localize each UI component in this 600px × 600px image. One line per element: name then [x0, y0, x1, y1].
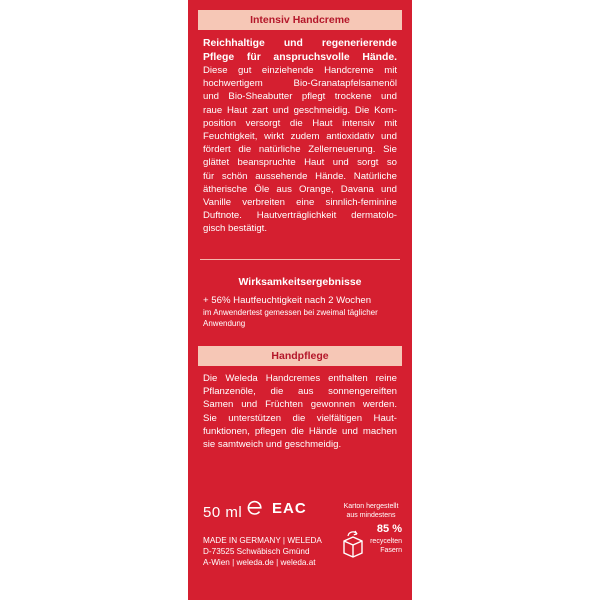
section-divider	[200, 259, 400, 260]
efficacy-note	[203, 308, 397, 329]
manufacturer-line: A-Wien | weleda.de | weleda.at	[203, 558, 316, 567]
description-line: Diese gut einziehende Handcreme mit	[203, 65, 397, 76]
description-line: raue Haut zart und geschmeidig. Die Kom-	[203, 104, 397, 116]
handpflege-line: Die Weleda Handcremes enthalten reine	[203, 373, 397, 384]
section-title: Intensiv Handcreme	[250, 14, 350, 26]
recycled-line: Fasern	[380, 546, 402, 554]
description-line: Feuchtigkeit, wirkt zudem antioxidativ und	[203, 131, 397, 143]
handpflege-line: Samen und Früchten gewonnen werden.	[203, 399, 397, 411]
recycled-fibres	[360, 538, 406, 555]
description-line: für schön aussehende Hände. Natürliche	[203, 170, 397, 182]
recycling-line: aus mindestens	[346, 511, 396, 519]
efficacy-result: + 56% Hautfeuchtigkeit nach 2 Wochen	[203, 295, 372, 306]
description-line: gisch bestätigt.	[203, 223, 267, 235]
manufacturer-line: D-73525 Schwäbisch Gmünd	[203, 547, 310, 556]
description-line: position versorgt die Haut intensiv mit	[203, 117, 397, 129]
recycling-note	[336, 503, 406, 520]
volume-label: 50 ml	[203, 504, 243, 521]
section-header-handpflege	[198, 346, 402, 366]
handpflege-line: funktionen, pflegen die Hände und machen	[203, 425, 397, 437]
section-header-intensiv-handcreme	[198, 10, 402, 30]
handpflege-line: Pflanzenöle, die aus sonnengereiften	[203, 386, 397, 398]
intro-line: Reichhaltige und regenerierende	[203, 38, 397, 49]
description-line: und Bio-Sheabutter pflegt trockene und	[203, 91, 397, 103]
description-line: hochwertigem Bio-Granatapfelsamenöl	[203, 78, 397, 90]
recycled-line: recycelten	[370, 538, 402, 545]
description-line: glättet beanspruchte Haut und sorgt so	[203, 157, 397, 169]
handpflege-line: sie samtweich und geschmeidig.	[203, 439, 342, 451]
note-line: im Anwendertest gemessen bei zweimal täglicher	[203, 308, 378, 317]
intro-text	[203, 37, 397, 64]
handpflege-text	[203, 372, 397, 451]
description-line: ätherische Öle aus Orange, Davana und	[203, 183, 397, 195]
description-line: fördert die natürliche Zellerneuerung. Sie	[203, 144, 397, 156]
manufacturer-line: MADE IN GERMANY | WELEDA	[203, 536, 322, 545]
description-line: Vanille verbreiten eine sinnlich-feminine	[203, 197, 397, 209]
description-text	[203, 64, 397, 236]
eac-mark: EAC	[272, 500, 307, 517]
description-line: Duftnote. Hautverträglichkeit dermatolo-	[203, 210, 397, 222]
package-back-panel	[188, 0, 412, 600]
recycling-line: Karton hergestellt	[343, 503, 399, 510]
handpflege-line: Sie unterstützen die vielfältigen Haut-	[203, 412, 397, 424]
efficacy-title: Wirksamkeitsergebnisse	[238, 276, 362, 288]
section-title: Handpflege	[271, 350, 329, 362]
manufacturer-info	[203, 535, 333, 568]
intro-line: Pflege für anspruchsvolle Hände.	[203, 51, 397, 63]
note-line: Anwendung	[203, 318, 246, 328]
estimated-sign-icon	[246, 499, 264, 517]
recycled-percent: 85 %	[376, 523, 402, 535]
